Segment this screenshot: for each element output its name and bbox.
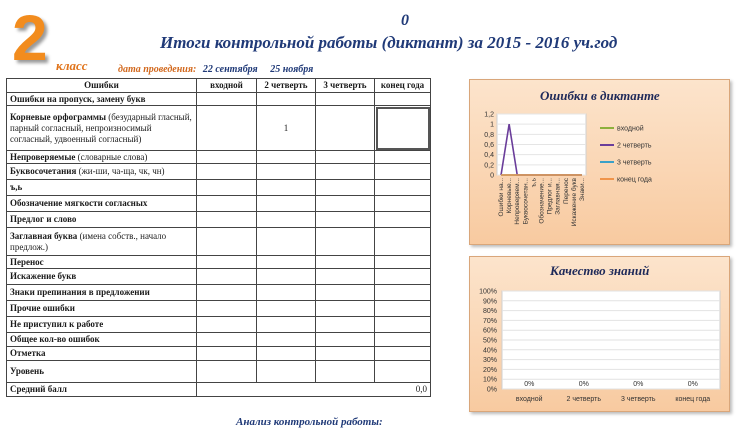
x-tick-label: Буквосочетан... [522,178,530,225]
header-errors[interactable]: Ошибки [7,79,197,93]
y-tick-label: 60% [482,327,497,335]
y-tick-label: 0,2 [484,162,494,170]
value-cell[interactable] [375,317,431,333]
row-label-text: Предлог и слово [10,214,77,224]
value-cell[interactable] [257,180,316,196]
quality-chart-panel[interactable] [469,256,730,412]
row-label[interactable] [7,317,197,333]
x-tick-label: Корневые... [506,178,514,214]
y-tick-label: 100% [479,288,497,296]
x-tick-label: Непроверяем... [514,178,522,225]
table-row [7,301,431,317]
table-row [7,285,431,301]
bar-value-label: 0% [524,381,535,388]
value-cell[interactable] [197,347,257,361]
value-cell[interactable] [316,269,375,285]
x-tick-label: Искажение букв [570,178,578,227]
y-tick-label: 1,2 [484,111,494,119]
value-cell[interactable] [197,93,257,106]
table-row [7,180,431,196]
y-tick-label: 0,8 [484,131,494,139]
date-label: дата проведения: [118,64,197,75]
legend-label: 2 четверть [617,142,652,150]
table-row [7,212,431,228]
y-tick-label: 30% [482,357,497,365]
row-label[interactable] [7,151,197,164]
value-cell[interactable] [197,164,257,180]
value-cell[interactable] [316,333,375,347]
top-value: 0 [401,12,409,29]
row-label-text: Прочие ошибки [10,303,75,313]
value-cell[interactable] [375,164,431,180]
row-label[interactable] [7,212,197,228]
table-row [7,333,431,347]
errors-table [6,78,431,397]
value-cell[interactable]: 1 [257,106,316,151]
y-tick-label: 70% [482,317,497,325]
row-label-text: Заглавная буква [10,230,78,241]
value-cell[interactable] [375,285,431,301]
row-label-text: Ошибки на пропуск, замену букв [10,93,146,104]
value-cell[interactable] [257,317,316,333]
bar-value-label: 0% [687,381,698,388]
value-cell[interactable] [197,196,257,212]
table-row [7,164,431,180]
value-cell[interactable] [257,228,316,256]
value-cell[interactable] [257,361,316,383]
y-tick-label: 80% [482,308,497,316]
value-cell[interactable] [257,269,316,285]
value-cell[interactable] [375,347,431,361]
table-row [7,317,431,333]
x-tick-label: Заглавная... [554,178,562,215]
quality-bar-chart [470,257,729,411]
row-label[interactable] [7,285,197,301]
table-header-row [7,79,431,93]
header-q2[interactable]: 2 четверть [257,79,316,93]
date-2: 25 ноября [270,64,314,75]
value-cell[interactable] [197,228,257,256]
x-tick-label: Знаки... [578,178,586,202]
grade-word: класс [56,58,88,73]
value-cell[interactable] [375,196,431,212]
errors-line-chart [470,80,729,244]
avg-row [7,383,431,397]
y-tick-label: 0% [486,386,497,394]
row-label[interactable] [7,333,197,347]
value-cell[interactable] [197,285,257,301]
row-label-note: (словарные слова) [75,151,148,162]
value-cell[interactable] [375,228,431,256]
table-row [7,106,431,151]
value-cell[interactable] [257,256,316,269]
value-cell[interactable] [375,212,431,228]
row-label-text: Не приступил к работе [10,319,104,329]
row-label-text: Отметка [10,348,46,358]
date-1: 22 сентября [202,64,258,75]
row-label-text: Искажение букв [10,271,77,281]
x-tick-label: ъ,ь [530,178,538,188]
table-row [7,347,431,361]
y-tick-label: 90% [482,298,497,306]
x-tick-label: Ошибки на... [498,178,506,217]
value-cell[interactable] [316,164,375,180]
row-label-text: ъ,ь [10,182,23,192]
value-cell[interactable] [316,196,375,212]
value-cell[interactable] [197,333,257,347]
quality-chart-title: Качество знаний [550,263,650,278]
value-cell[interactable] [375,269,431,285]
y-tick-label: 10% [482,376,497,384]
value-cell[interactable] [257,333,316,347]
row-label-text: Обозначение мягкости согласных [10,198,148,208]
value-cell[interactable] [197,317,257,333]
y-tick-label: 1 [490,121,494,129]
value-cell[interactable] [375,256,431,269]
value-cell[interactable] [375,333,431,347]
grade-number: 2 [12,2,48,74]
value-cell[interactable] [375,151,431,164]
value-cell[interactable] [375,361,431,383]
legend-label: входной [617,125,644,133]
bar-value-label: 0% [578,381,589,388]
value-cell[interactable] [375,93,431,106]
table-row [7,93,431,106]
x-tick-label: 3 четверть [621,396,656,403]
row-label-text: Корневые орфограммы [10,111,107,122]
y-tick-label: 50% [482,337,497,345]
value-cell[interactable] [257,347,316,361]
value-cell[interactable] [316,361,375,383]
table-row [7,228,431,256]
row-label-text: Знаки препинания в предложении [10,287,150,297]
header-year-end[interactable]: конец года [375,79,431,93]
row-label[interactable] [7,164,197,180]
y-tick-label: 0,6 [484,142,494,149]
value-cell[interactable] [316,256,375,269]
x-tick-label: входной [515,396,543,403]
value-cell[interactable] [316,301,375,317]
value-cell[interactable] [197,106,257,151]
value-cell[interactable] [316,93,375,106]
value-cell[interactable] [257,285,316,301]
value-cell[interactable] [197,180,257,196]
value-cell[interactable] [316,285,375,301]
row-label[interactable] [7,256,197,269]
value-cell[interactable] [197,301,257,317]
table-row [7,269,431,285]
row-label[interactable] [7,196,197,212]
table-row [7,151,431,164]
x-tick-label: 2 четверть [566,396,601,403]
date-line [118,64,313,75]
table-row [7,361,431,383]
value-cell[interactable] [316,180,375,196]
x-tick-label: Перенос [562,178,570,204]
value-cell[interactable] [257,196,316,212]
row-label-text: Буквосочетания [10,166,77,176]
y-tick-label: 20% [482,366,497,374]
table-row [7,196,431,212]
value-cell[interactable] [197,151,257,164]
row-label[interactable] [7,106,197,151]
x-tick-label: Предлог и... [546,178,554,215]
value-cell[interactable] [316,106,375,151]
row-label[interactable] [7,269,197,285]
value-cell[interactable] [197,212,257,228]
value-cell[interactable] [257,212,316,228]
row-label[interactable] [7,228,197,256]
value-cell[interactable] [197,269,257,285]
legend-label: 3 четверть [617,159,652,167]
row-label-note: (безударный гласный, парный согласный, непроизносимый согласный, удвоенный согласный) [10,111,192,144]
value-cell[interactable] [375,180,431,196]
value-cell[interactable] [316,317,375,333]
value-cell[interactable] [197,361,257,383]
row-label-note: (жи-ши, ча-ща, чк, чн) [76,166,165,176]
errors-chart-title: Ошибки в диктанте [540,88,660,103]
row-label-text: Общее кол-во ошибок [10,334,100,344]
avg-value[interactable]: 0,0 [197,383,431,397]
y-tick-label: 40% [482,347,497,355]
header-q3[interactable]: 3 четверть [316,79,375,93]
avg-label[interactable]: Средний балл [7,383,197,397]
row-label-note: (имена собств., начало предлож.) [10,230,167,252]
header-input[interactable]: входной [197,79,257,93]
row-label-text: Непроверяемые [10,151,76,162]
x-tick-label: конец года [675,396,711,403]
value-cell[interactable] [197,256,257,269]
value-cell[interactable] [257,93,316,106]
value-cell[interactable] [316,228,375,256]
row-label-text: Уровень [10,366,44,376]
y-tick-label: 0 [490,172,494,180]
value-cell[interactable] [257,301,316,317]
value-cell[interactable] [257,164,316,180]
page-title: Итоги контрольной работы (диктант) за 2015 - 2016 уч.год [160,33,618,52]
table-row [7,256,431,269]
row-label[interactable] [7,180,197,196]
value-cell[interactable] [316,347,375,361]
value-cell[interactable] [257,151,316,164]
row-label[interactable] [7,361,197,383]
value-cell[interactable] [316,212,375,228]
value-cell[interactable] [375,301,431,317]
errors-chart-panel[interactable] [469,79,730,245]
analysis-label: Анализ контрольной работы: [236,416,383,428]
row-label[interactable] [7,301,197,317]
row-label-text: Перенос [10,256,44,267]
y-tick-label: 0,4 [484,152,494,160]
legend-label: конец года [617,176,652,184]
value-cell[interactable] [316,151,375,164]
value-cell[interactable] [375,106,431,151]
row-label[interactable] [7,93,197,106]
row-label[interactable] [7,347,197,361]
bar-value-label: 0% [633,381,644,388]
x-tick-label: Обозначение... [538,178,546,224]
